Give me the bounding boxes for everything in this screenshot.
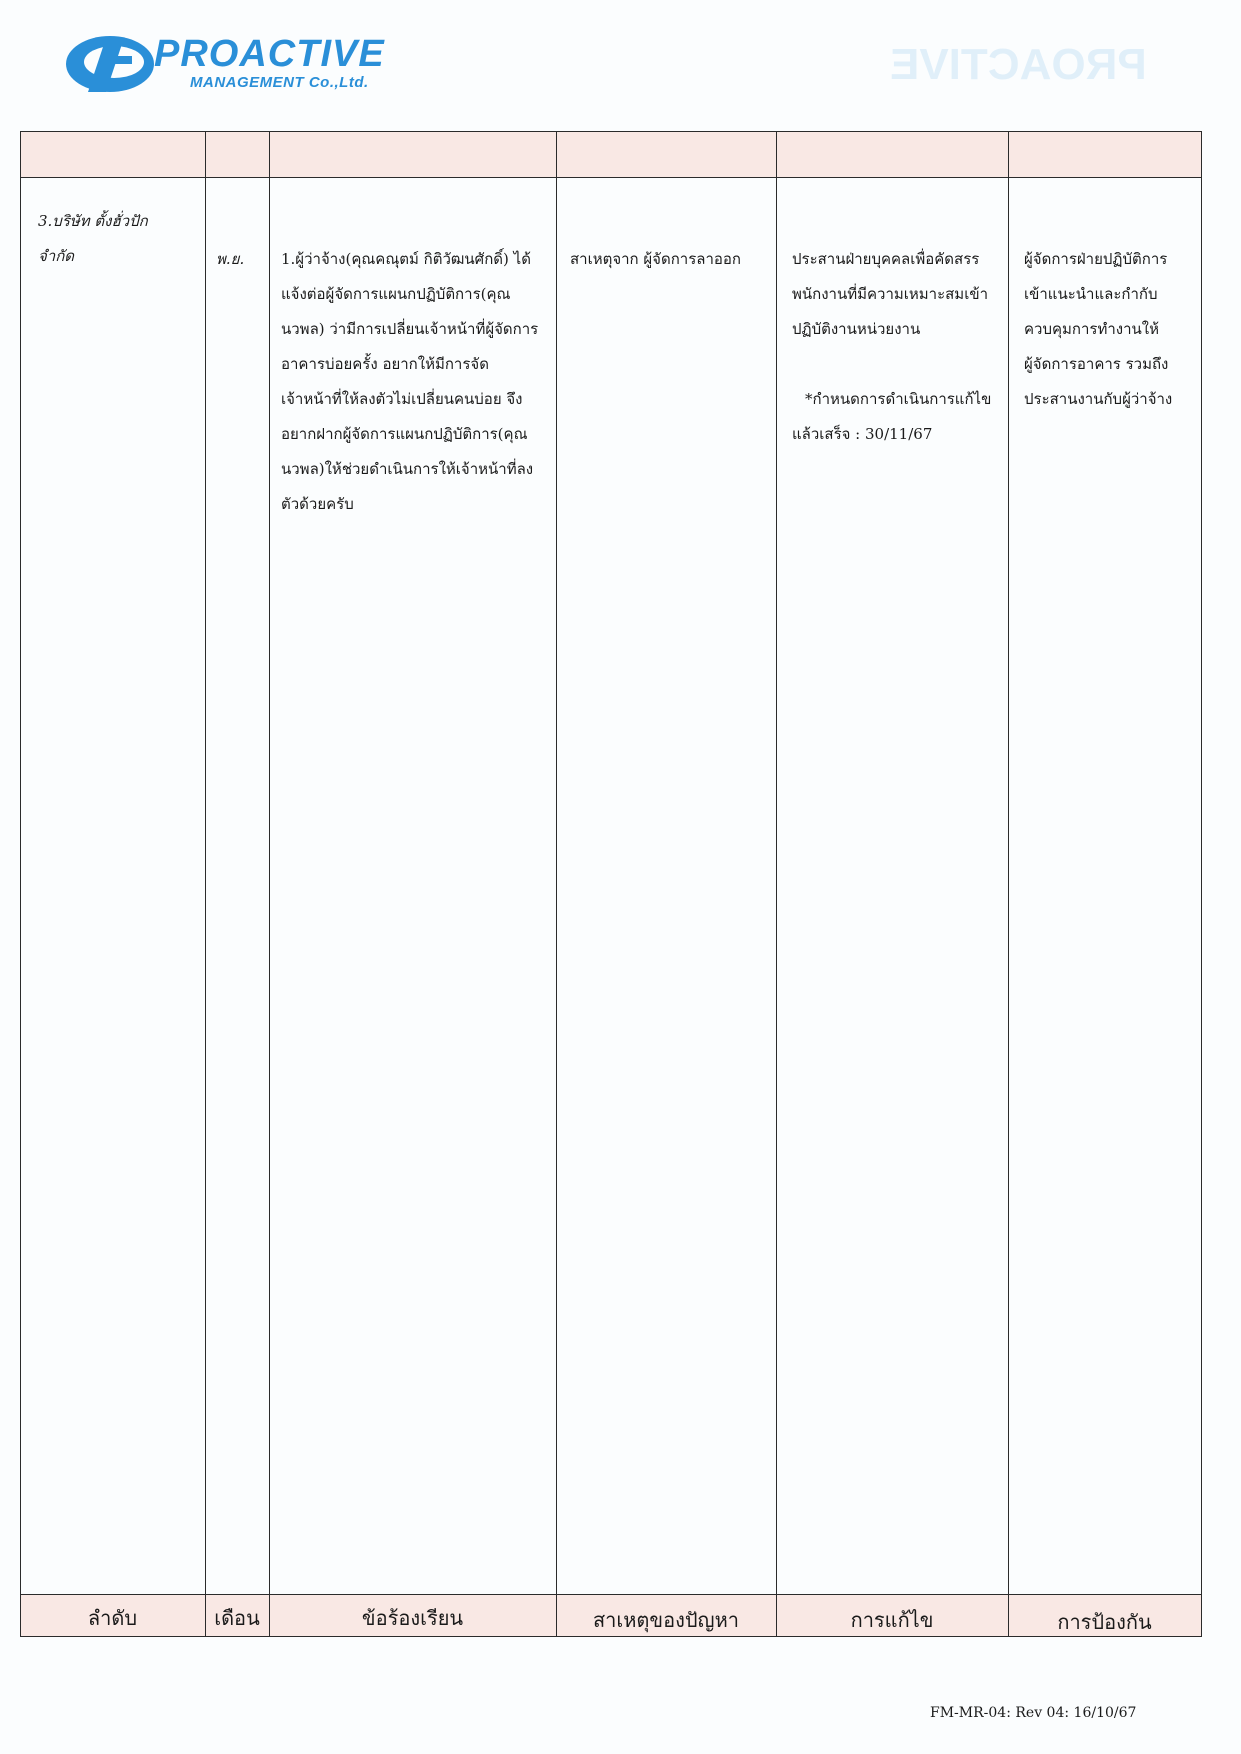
prevention-line: ประสานงานกับผู้ว่าจ้าง [1024, 390, 1173, 408]
prevention-line: เข้าแนะนำและกำกับ [1024, 285, 1158, 303]
column-header-month: เดือน [214, 1606, 260, 1630]
order-cell-line: จำกัด [38, 247, 75, 265]
complaint-line: แจ้งต่อผู้จัดการแผนกปฏิบัติการ(คุณ [281, 285, 511, 303]
prevention-line: ควบคุมการทำงานให้ [1024, 320, 1159, 338]
table-header-band [20, 131, 1201, 177]
logo-mark-icon [62, 26, 158, 98]
prevention-line: ผู้จัดการฝ่ายปฏิบัติการ [1024, 250, 1168, 268]
column-border [776, 131, 777, 1637]
column-header-correction: การแก้ไข [850, 1608, 934, 1632]
correction-deadline-line: *กำหนดการดำเนินการแก้ไข [805, 390, 992, 408]
complaint-line: อยากฝากผู้จัดการแผนกปฏิบัติการ(คุณ [281, 425, 528, 443]
prevention-line: ผู้จัดการอาคาร รวมถึง [1024, 355, 1169, 373]
table-top-border [20, 131, 1202, 132]
month-cell: พ.ย. [216, 250, 245, 268]
column-header-complaint: ข้อร้องเรียน [361, 1606, 464, 1630]
order-cell-line: 3.บริษัท ตั้งฮั่วปัก [38, 212, 148, 230]
column-header-order: ลำดับ [87, 1606, 138, 1630]
column-border [269, 131, 270, 1637]
watermark-logo: PROACTIVE [890, 40, 1147, 89]
correction-line: พนักงานที่มีความเหมาะสมเข้า [792, 285, 988, 303]
column-border [1008, 131, 1009, 1637]
form-code: FM-MR-04: Rev 04: 16/10/67 [930, 1705, 1137, 1721]
column-header-cause: สาเหตุของปัญหา [592, 1608, 740, 1632]
cause-cell: สาเหตุจาก ผู้จัดการลาออก [570, 250, 741, 268]
column-border [20, 131, 21, 1637]
column-border [556, 131, 557, 1637]
logo-subtitle: MANAGEMENT Co.,Ltd. [190, 74, 369, 91]
table-header-divider [20, 177, 1202, 178]
company-logo [62, 26, 385, 98]
complaint-line: อาคารบ่อยครั้ง อยากให้มีการจัด [281, 355, 489, 373]
logo-name: PROACTIVE [154, 33, 385, 75]
table-footer-divider [20, 1594, 1202, 1595]
column-border [1201, 131, 1202, 1637]
complaint-line: 1.ผู้ว่าจ้าง(คุณคณุตม์ กิติวัฒนศักดิ์) ได้ [281, 250, 531, 268]
correction-line: ประสานฝ่ายบุคคลเพื่อคัดสรร [792, 250, 980, 268]
complaint-line: นวพล)ให้ช่วยดำเนินการให้เจ้าหน้าที่ลง [281, 460, 534, 478]
complaint-line: เจ้าหน้าที่ให้ลงตัวไม่เปลี่ยนคนบ่อย จึง [281, 390, 523, 408]
correction-line: ปฏิบัติงานหน่วยงาน [792, 320, 921, 338]
column-header-prevention: การป้องกัน [1057, 1610, 1152, 1634]
correction-deadline-line: แล้วเสร็จ : 30/11/67 [792, 425, 933, 443]
complaint-line: ตัวด้วยครับ [281, 495, 354, 513]
column-border [205, 131, 206, 1637]
complaint-line: นวพล) ว่ามีการเปลี่ยนเจ้าหน้าที่ผู้จัดการ [281, 320, 539, 338]
